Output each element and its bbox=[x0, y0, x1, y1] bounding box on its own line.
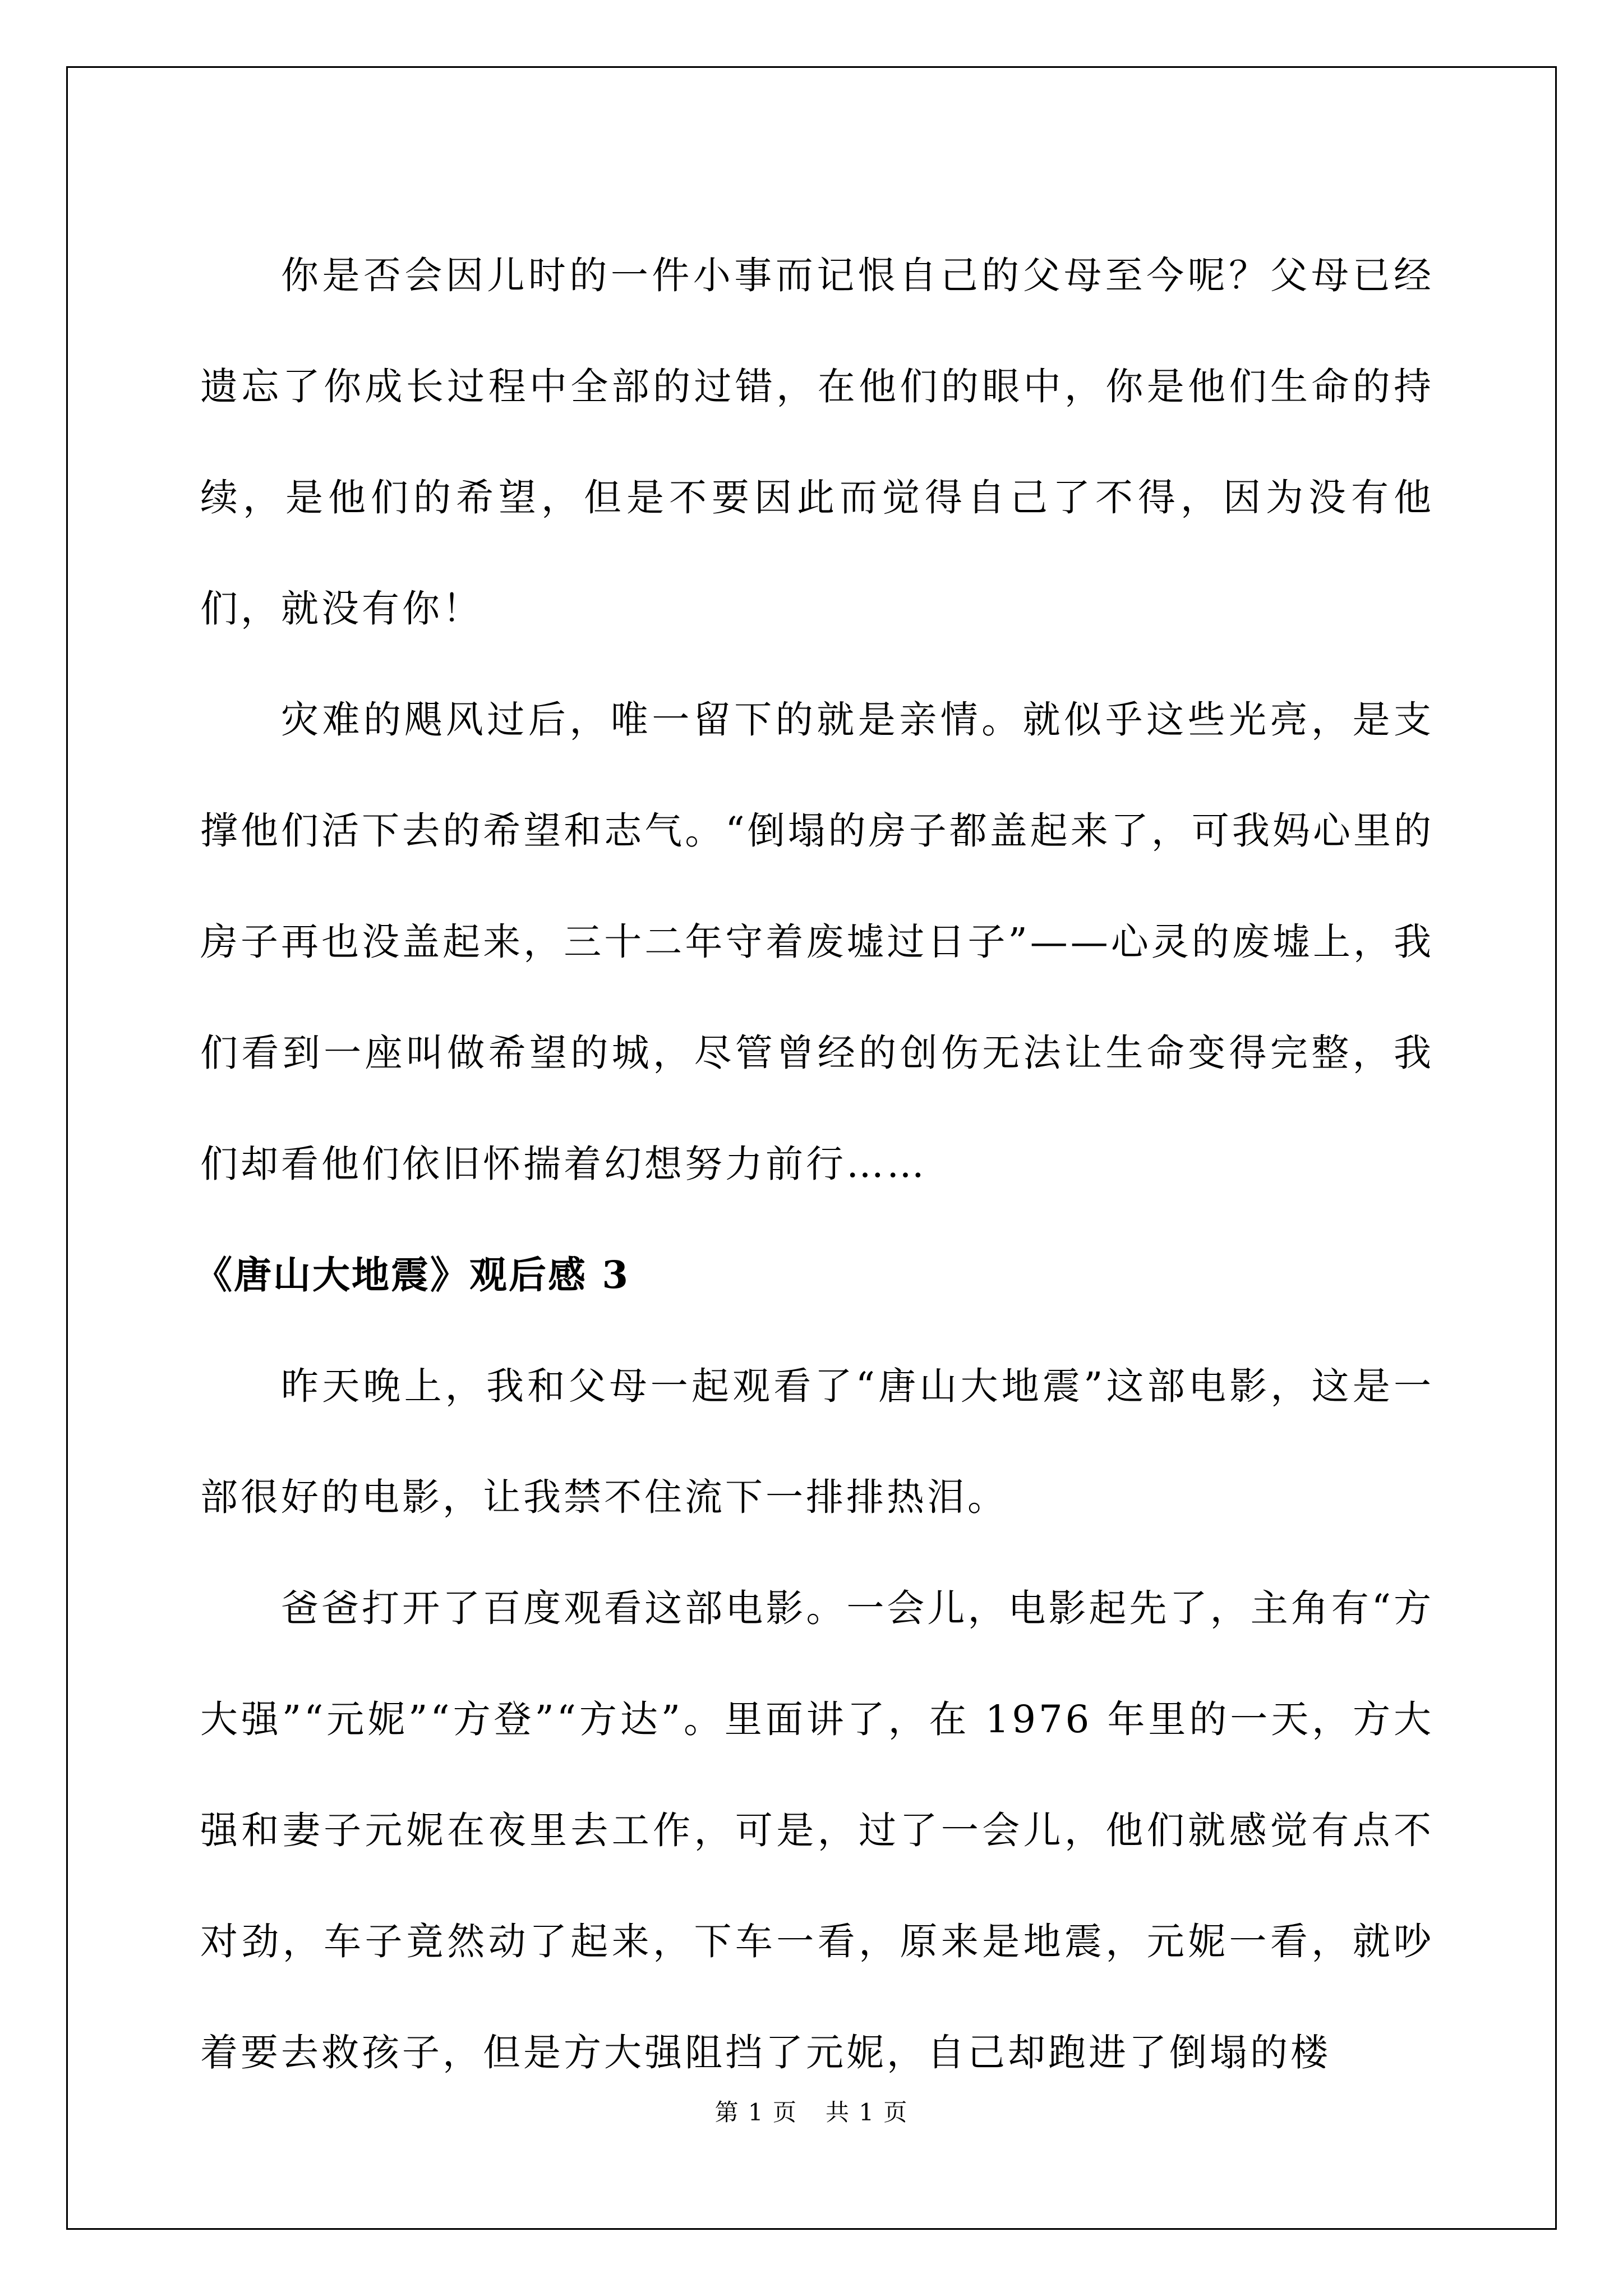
document-body bbox=[195, 220, 1434, 2108]
section-title: 《唐山大地震》观后感 3 bbox=[195, 1253, 630, 1297]
page-footer bbox=[0, 2096, 1623, 2129]
paragraph-1: 你是否会因儿时的一件小事而记恨自己的父母至今呢？父母已经遗忘了你成长过程中全部的过错，在他们的眼中，你是他们生命的持续，是他们的希望，但是不要因此而觉得自己了不得，因为没有他们，就没有你！ bbox=[200, 254, 1434, 631]
page-number: 第 1 页 bbox=[714, 2099, 797, 2126]
paragraph-4: 爸爸打开了百度观看这部电影。一会儿，电影起先了，主角有“方大强”“元妮”“方登”“方达”。里面讲了，在 1976 年里的一天，方大强和妻子元妮在夜里去工作，可是，过了一会儿，他们就感觉有点不对劲，车子竟然动了起来，下车一看，原来是地震，元妮一看，就吵着要去救孩子，但是方大强阻挡了元妮，自己却跑进了倒塌的楼 bbox=[200, 1586, 1434, 2074]
paragraph-2: 灾难的飓风过后，唯一留下的就是亲情。就似乎这些光亮，是支撑他们活下去的希望和志气。“倒塌的房子都盖起来了，可我妈心里的房子再也没盖起来，三十二年守着废墟过日子”——心灵的废墟上，我们看到一座叫做希望的城，尽管曾经的创伤无法让生命变得完整，我们却看他们依旧怀揣着幻想努力前行…… bbox=[200, 698, 1434, 1186]
paragraph-3: 昨天晚上，我和父母一起观看了“唐山大地震”这部电影，这是一部很好的电影，让我禁不住流下一排排热泪。 bbox=[200, 1364, 1434, 1519]
page-total: 共 1 页 bbox=[826, 2099, 909, 2126]
